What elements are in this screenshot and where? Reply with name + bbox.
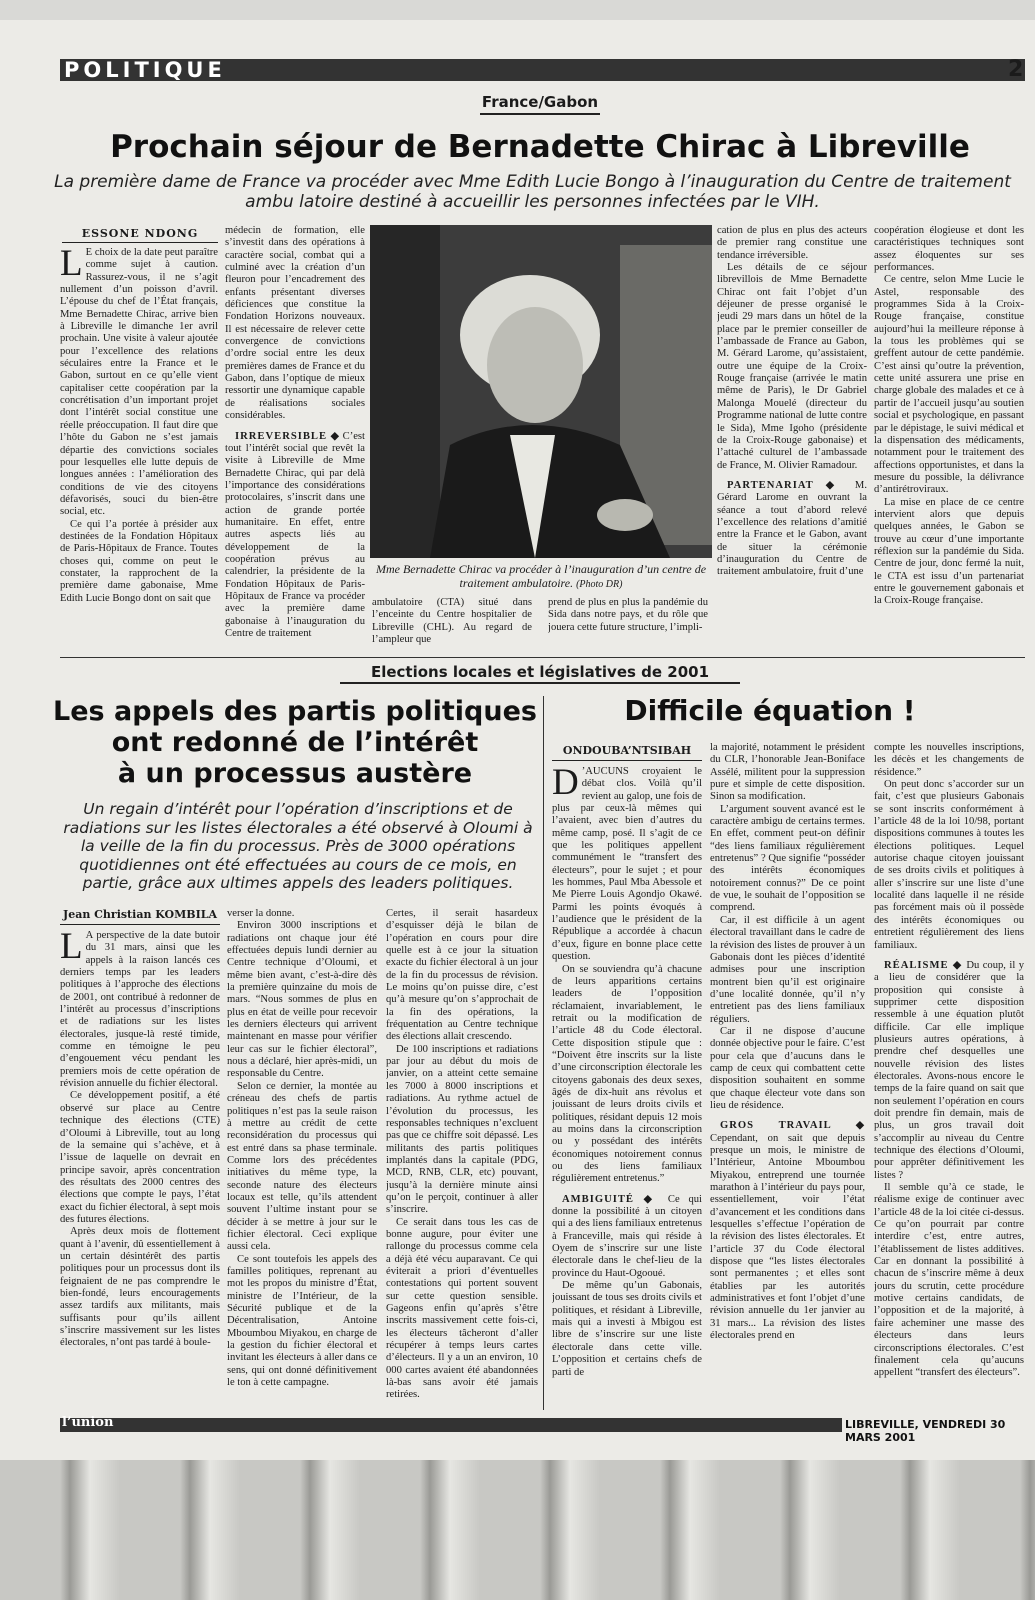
article3-paragraph: L’argument souvent avancé est le caractère ambigu de certains termes. En effet, comment peut-on définir “des liens familiaux régulièrement entretenus” ? Que signifie “posséder des intérêts économiques notoirement connus?” De ce point de vue, le souhait de l’opposition se comprend. [710,803,865,914]
drop-cap: L [60,247,83,284]
byline-rule [60,924,220,925]
background-shadow [0,1460,1035,1600]
article3-paragraph: Car il ne dispose d’aucune donnée objective pour le faire. C’est pour cela que d’aucuns dans le camp de ceux qui combattent cette disposition souhaitent en somme que chaque électeur vote dans son lieu de résidence. [710,1025,865,1111]
article2-paragraph: verser la donne. [227,908,295,919]
column-separator [543,696,544,1410]
article2-paragraph: De 100 inscriptions et radiations par jour au début du mois de janvier, on a atteint cette semaine les 7000 à 8000 inscriptions et radiations. Au rythme actuel de l’évolution du processus, les responsables techniques n’excluent pas que ce chiffre soit dépassé. Les militants des partis politiques implantés dans la capitale (PDG, MCD, RNB, CLR, etc) pouvant, jusqu’à la dernière minute ainsi qu’on le perçoit, continuer à aller s’inscrire. [386,1043,538,1216]
photo-credit: (Photo DR) [576,579,623,590]
article3-paragraph: Cependant, on sait que depuis presque un mois, le ministre de l’Intérieur, Antoine Mboumbou Miyakou, entreprend une tournée marathon à l’intérieur du pays pour, essentiellement, voir l’état d’avancement et les conditions dans lesquelles s’effectue l’opération de la révision des listes électorales. Et l’article 37 du Code électoral dispose que “les listes électorales sont permanentes ; et elles sont établies par les autorités administratives et font l’objet d’une révision annuelle du 1er janvier au 31 mars... La révision des listes électorales prend en [710,1132,865,1342]
drop-cap: D [552,766,579,803]
article3-paragraph: la majorité, notamment le président du CLR, l’honorable Jean-Boniface Assélé, militent pour la suppression pure et simple de cette disposition. Sinon sa modification. [710,742,865,803]
article1-column-4 [717,225,867,651]
article1-paragraph: médecin de formation, elle s’investit dans des opérations à caractère social, combat qui a culminé avec la création d’un fleuron pour l’encadrement des enfants présentant diverses déficiences que constitue la Fondation Horizons nouveaux. Il est nécessaire de relever cette convergence de convictions d’ordre social entre les deux premières dames de France et du Gabon, dans l’optique de mieux ressortir une dynamique capable de réalisations sociales considérables. [225,225,365,422]
intertitle: RÉALISME ◆ [884,959,963,971]
intertitle: IRREVERSIBLE ◆ [235,430,340,442]
kicker-rule [480,113,600,115]
article2-column-1 [60,930,220,1410]
article2-paragraph: Environ 3000 inscriptions et radiations ont chaque jour été effectuées depuis lundi dernier au Centre technique d’Oloumi, et même bien avant, c’est-à-dire dès la première quinzaine du mois de mars. “Nous sommes de plus en plus en état de veille pour recevoir les derniers électeurs qui arrivent maintenant en masse pour vérifier leur cas sur le fichier électoral”, nous a déclaré, hier après-midi, un responsable du Centre. [227,920,377,1080]
article1-paragraph: La mise en place de ce centre intervient alors que depuis quelques années, le Gabon se trouve au cœur d’une importante réflexion sur la pandémie du Sida. Centre de jour, donc fermé la nuit, le CTA est issu d’un partenariat entre le gouvernement gabonais et la Croix-Rouge française. [874,496,1024,607]
byline-rule [552,760,702,761]
article3-paragraph: On se souviendra qu’à chacune de leurs apparitions certains leaders de l’opposition réclamaient, invariablement, le retrait ou la modification de l’article 48 du Code électoral. Cette disposition stipule que : “Doivent être inscrits sur la liste d’une circonscription électorale les citoyens gabonais des deux sexes, âgés de dix-huit ans révolus et jouissant de leurs droits civils et politiques, résidant depuis 12 mois au moins dans la circonscription ou y possédant des intérêts économiques notoirement connus ou des liens familiaux régulièrement entretenus.” [552,963,702,1185]
photo-caption [370,562,712,592]
article1-headline: Prochain séjour de Bernadette Chirac à Libreville [110,129,970,165]
article3-headline: Difficile équation ! [624,694,916,727]
headline-line: ont redonné de l’intérêt [111,727,479,758]
article1-paragraph: Ce centre, selon Mme Lucie le Astel, responsable des programmes Sida à la Croix-Rouge française, constitue aujourd’hui la meilleure réponse à la tous les problèmes qui se greffent autour de cette pandémie. C’est ainsi qu’outre la prévention, cette unité assurera une prise en charge globale des malades et ce à partir de l’accueil jusqu’au soutien social et psychologique, en passant par le dépistage, le suivi médical et la dispensation des médicaments, notamment pour le traitement des affections opportunistes, et dans la mesure du possible, la délivrance d’antirétroviraux. [874,274,1024,496]
article2-kicker: Elections locales et législatives de 2001 [370,663,710,681]
article2-paragraph: Certes, il serait hasardeux d’esquisser déjà le bilan de l’opération en cours pour dire quelle est à ce jour la situation exacte du fichier électoral à un jour de la fin du processus de révision. Le moins qu’on puisse dire, c’est qu’à mesure qu’on s’approchait de la fin des opérations, la fréquentation au Centre technique des élections allait crescendo. [386,908,538,1043]
section-label: POLITIQUE [64,58,226,82]
article3-column-1 [552,766,702,1410]
article2-paragraph: Ce développement positif, a été observé sur place au Centre technique des élections (CTE) d’Oloumi à Libreville, tout au long de la semaine qui s’achève, et à l’issue de laquelle on devrait en principe savoir, après concentration des résultats des 2000 centres des élections que compte le pays, l’état exact du fichier électoral, à sept mois des futures élections. [60,1090,220,1225]
article2-column-2 [227,908,377,1410]
article1-paragraph: ambulatoire (CTA) situé dans l’enceinte du Centre hospitalier de Libreville (CHL). Au regard de l’ampleur que [372,597,532,646]
article1-column-1 [60,247,218,651]
article1-column-3a [372,597,532,651]
article1-column-2 [225,225,365,651]
byline-rule [62,242,218,243]
article1-paragraph: E choix de la date peut paraître comme sujet à caution. Rassurez-vous, il ne s’agit nullement d’un poisson d’avril. L’épouse du chef de l’État français, Mme Bernadette Chirac, arrive bien à Libreville le dimanche 1er avril prochain. Une visite à valeur ajoutée pour l’excellence des relations séculaires entre la France et le Gabon, surtout en ce qu’elle vient capitaliser cette coopération par la concrétisation d’un important projet dont l’intérêt social constitue une réelle préoccupation. Il faut dire que l’hôte du Gabon ne s’est jamais départie des convictions sociales pour lesquelles elle lutte depuis de longues années : l’amélioration des conditions de vie des citoyens défavorisés, souci du bien-être social, etc. [60,247,218,518]
newspaper-name: l’union [62,1415,114,1430]
headline-line: Les appels des partis politiques [53,696,537,727]
article1-paragraph: Les détails de ce séjour librevillois de Mme Bernadette Chirac ont fait l’objet d’un déjeuner de presse organisé le jeudi 29 mars dans un hôtel de la place par le premier conseiller de l’ambassade de France au Gabon, M. Gérard Larome, qu’assistaient, outre une équipe de la Croix-Rouge française (arrivée le matin même de Paris), le Dr Gabriel Malonga Mouelé (directeur du Programme national de lutte contre le Sida), Mme Igoho (présidente de la Croix-Rouge gabonaise) et l’attaché culturel de l’ambassade de France, M. Olivier Ramadour. [717,262,867,471]
photo-bernadette-chirac [370,225,712,558]
intertitle: AMBIGUITÉ ◆ [562,1193,660,1205]
article2-paragraph: Ce serait dans tous les cas de bonne augure, pour éviter une rallonge du processus comme cela a déjà été vécu auparavant. Ce qui éviterait a priori d’éventuelles contestations qui portent souvent sur cette question sensible. Gageons enfin qu’après s’être inscrits massivement cette fois-ci, les électeurs tâcheront d’aller récupérer à temps leurs cartes d’électeurs. Il y a un an environ, 10 000 cartes avaient été abandonnées là-bas sans avoir été jamais retirées. [386,1216,538,1401]
article3-paragraph: ’AUCUNS croyaient le débat clos. Voilà qu’il revient au galop, une fois de plus par ceux-là mêmes qui l’avaient, avec bien d’autres du même camp, posé. Il s’agit de ce que les politiques appellent communément le “transfert des électeurs”, pour le sujet ; et pour les hommes, Paul Mba Abessole et Me Pierre Louis Agondjo Okawé. Parmi les points évoqués à l’audience que le président de la République a accordée à chacun d’eux, figure en bonne place cette question. [552,766,702,963]
article3-paragraph: compte les nouvelles inscriptions, les décès et les changements de résidence.” [874,742,1024,778]
separator-rule [60,657,1025,658]
article3-paragraph: Du coup, il y a lieu de considérer que la proposition qui consiste à supprimer cette disposition ressemble à une équation plutôt difficile. Car elle implique plusieurs autres opérations, à prendre chef desquelles une nouvelle révision des listes électorales. Avons-nous encore le temps de la faire quand on sait que non seulement l’opération en cours doit prendre fin demain, mais de plus, un gros travail doit s’accomplir au niveau du Centre technique des élections d’Oloumi, pour apprêter définitivement les listes ? [874,959,1024,1181]
article2-paragraph: Après deux mois de flottement quant à l’avenir, dû essentiellement à un certain désintérêt des partis politiques pour un processus dont ils feignaient de ne pas comprendre le bien-fondé, leurs encouragements assez tardifs aux militants, mais suffisants pour qu’ils aillent s’inscrire massivement sur les listes électorales, n’ont pas tardé à boule- [60,1226,220,1349]
article3-paragraph: Il semble qu’à ce stade, le réalisme exige de continuer avec l’article 48 de la loi citée ci-dessus. Ce qu’on pourrait par contre interdire c’est, entre autres, l’établissement de listes additives. Car en donnant la possibilité à chacun de s’inscrire même à deux jours du scrutin, cette procédure motive certains candidats, de l’opposition et de la majorité, à faire acheminer une masse des électeurs dans leurs circonscriptions électorales. C’est finalement cela qu’aucuns appellent “transfert des électeurs”. [874,1182,1024,1379]
portrait-illustration [370,225,712,558]
headline-line: à un processus austère [117,758,473,789]
article3-paragraph: De même qu’un Gabonais, jouissant de tous ses droits civils et politiques, et résidant à Libreville, mais qui a investi à Mbigou est libre de s’inscrire sur une liste électorale dans cette ville. L’opposition et certains chefs de parti de [552,1280,702,1378]
article1-paragraph: cation de plus en plus des acteurs de premier rang constitue une tendance irréversible. [717,225,867,261]
article1-column-3b [548,597,708,651]
article2-headline [40,696,550,789]
intertitle: GROS TRAVAIL ◆ [720,1120,865,1132]
caption-text: Mme Bernadette Chirac va procéder à l’inauguration d’un centre de traitement ambulatoire. [375,562,707,590]
article2-paragraph: Selon ce dernier, la montée au créneau des chefs de partis politiques n’est pas la seule raison à mettre au crédit de cette reconsidération du processus qui est entré dans sa phase terminale. Comme lors des précédentes initiatives du même type, la seconde nature des électeurs locaux est telle, qu’ils attendent souvent l’ultime instant pour se décider à se mettre à jour sur le fichier électoral. Ceci explique aussi cela. [227,1080,377,1253]
article1-paragraph: Ce qui l’a portée à présider aux destinées de la Fondation Hôpitaux de Paris-Hôpitaux de France. Toutes choses qui, comme on peut le constater, la rapprochent de la première dame gabonaise, Mme Edith Lucie Bongo dont on sait que [60,518,218,604]
article3-byline: ONDOUBA’NTSIBAH [562,744,692,757]
footer-dateline: LIBREVILLE, VENDREDI 30 MARS 2001 [842,1418,1035,1444]
page-number: 2 [1008,57,1024,82]
article1-column-5 [874,225,1024,651]
article2-column-3 [386,908,538,1410]
article1-byline: ESSONE NDONG [81,227,199,240]
article3-paragraph: On peut donc s’accorder sur un fait, c’est que plusieurs Gabonais se sont inscrits conformément à l’article 48 de la loi 10/98, portant dispositions communes à toutes les élections politiques. Lequel autorise chaque citoyen jouissant de ses droits civils et politiques à aller s’inscrire sur une liste d’une localité dans laquelle il ne réside pas forcément mais où il possède des intérêts économiques ou entretient régulièrement des liens familiaux. [874,779,1024,951]
article1-kicker: France/Gabon [481,93,599,111]
article3-column-2 [710,742,865,1410]
drop-cap: L [60,930,83,967]
article1-paragraph: M. Gérard Larome en ouvrant la séance a tout d’abord relevé l’excellence des relations d’amitié entre la France et le Gabon, avant de situer la cérémonie d’inauguration du Centre de traitement ambulatoire, fruit d’une [717,479,867,578]
article2-paragraph: Ce sont toutefois les appels des familles politiques, reprenant au mot les propos du ministre d’État, ministre de l’Intérieur, de la Sécurité publique et de la Décentralisation, Antoine Mboumbou Miyakou, en charge de la gestion du fichier électoral et invitant les électeurs à aller dans ce sens, qui ont donné définitivement le ton à cette campagne. [227,1253,377,1389]
article1-deck: La première dame de France va procéder avec Mme Edith Lucie Bongo à l’inauguration du Centre de traitement ambu latoire destiné à accueillir les personnes infectées par le VIH. [54,172,1011,212]
article3-paragraph: Car, il est difficile à un agent électoral travaillant dans le cadre de la révision des listes de prouver à un Gabonais dont les pièces d’identité admises pour une inscription montrent bien qu’il est originaire d’une localité donnée, qu’il n’y entretient pas des liens familiaux réguliers. [710,914,865,1025]
article1-paragraph: coopération élogieuse et dont les caractéristiques techniques sont assez éloquentes sur ses performances. [874,225,1024,274]
article1-paragraph: prend de plus en plus la pandémie du Sida dans notre pays, et du rôle que jouera cette future structure, l’impli- [548,597,708,633]
article2-deck: Un regain d’intérêt pour l’opération d’inscriptions et de radiations sur les listes électorales a été observé à Oloumi à la veille de la fin du processus. Près de 3000 opérations quotidiennes ont été effectuées au cours de ce mois, en partie, grâce aux ultimes appels des leaders politiques. [63,800,533,892]
article1-paragraph: C’est tout l’intérêt social que revêt la visite à Libreville de Mme Bernadette Chirac, qui par delà l’importance des considérations protocolaires, s’inscrit dans une action de grande portée humanitaire. En effet, entre autres aspects liés au développement de la coopération prévus au calendrier, la présidente de la Fondation Hôpitaux de Paris-Hôpitaux de France va procéder avec la première dame gabonaise à l’inauguration du Centre de traitement [225,430,365,639]
intertitle: PARTENARIAT ◆ [727,479,844,491]
article3-column-3 [874,742,1024,1410]
article2-byline: Jean Christian KOMBILA [62,908,218,921]
article2-paragraph: A perspective de la date butoir du 31 mars, ainsi que les appels à la raison lancés ces derniers temps par les leaders politiques à l’approche des élections de 2001, ont contribué à redonner de l’intérêt au processus d’inscriptions et de radiations sur les listes électorales, jusque-là resté timide, comme en témoigne le peu d’engouement vécu pendant les premiers mois de cette opération de révision annuelle du fichier électoral. [60,930,220,1090]
article3-paragraph: Ce qui donne la possibilité à un citoyen qui a des liens familiaux entretenus à Franceville, mais qui réside à Oyem de s’inscrire sur une liste électorale dans le chef-lieu de la province du Haut-Ogooué. [552,1193,702,1279]
kicker-rule [340,682,740,684]
